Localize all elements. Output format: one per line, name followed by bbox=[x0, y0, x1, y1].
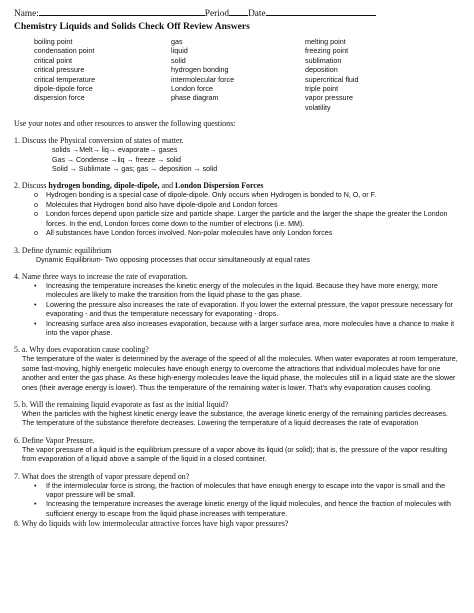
term: intermolecular force bbox=[171, 74, 235, 84]
term: gas bbox=[171, 37, 183, 46]
header-line bbox=[14, 6, 460, 20]
term: phase diagram bbox=[171, 93, 219, 103]
bullet-icon: • bbox=[34, 319, 37, 328]
term: dispersion force bbox=[34, 93, 85, 103]
list-item bbox=[14, 500, 460, 519]
list-item-text: London forces depend upon particle size and particle shape. Larger the particle and the larger the shape the greater the London forces. In the end, London forces come down to the number of electrons (i.e. MM). bbox=[46, 210, 448, 228]
vocabulary-terms bbox=[34, 37, 460, 112]
period-blank[interactable] bbox=[229, 6, 248, 16]
answer-line: solids →Melt→ liq→ evaporate→ gases bbox=[52, 146, 178, 155]
list-item-text: Increasing the temperature increases the average kinetic energy of the liquid molecules, and hence the fraction of molecules with sufficient energy to escape from the liquid phase increases with temperature. bbox=[46, 500, 451, 518]
answer-line: Solid → Sublimate → gas; gas → deposition → solid bbox=[52, 165, 218, 174]
answer-2-list bbox=[14, 191, 460, 238]
list-item bbox=[14, 301, 460, 320]
term: supercritical fluid bbox=[305, 74, 359, 84]
list-item-text: Hydrogen bonding is a special case of dipole-dipole. Only occurs when Hydrogen is bonded to N, O, or F. bbox=[46, 191, 377, 200]
term: sublimation bbox=[305, 55, 342, 65]
question-1: 1. Discuss the Physical conversion of states of matter. bbox=[14, 136, 184, 146]
terms-column-3 bbox=[305, 37, 359, 112]
date-label: Date bbox=[248, 9, 266, 19]
name-label: Name: bbox=[14, 9, 39, 19]
list-item-text: All substances have London forces involved. Non-polar molecules have only London forces bbox=[46, 229, 333, 238]
term: deposition bbox=[305, 65, 338, 75]
page-title: Chemistry Liquids and Solids Check Off Review Answers bbox=[14, 21, 250, 32]
term: volatility bbox=[305, 102, 331, 112]
question-5a: 5. a. Why does evaporation cause cooling? bbox=[14, 345, 149, 355]
question-7: 7. What does the strength of vapor pressure depend on? bbox=[14, 471, 190, 481]
circle-bullet-icon: o bbox=[34, 229, 38, 238]
term: critical pressure bbox=[34, 65, 85, 75]
answer-7-list bbox=[14, 482, 460, 520]
list-item bbox=[14, 210, 460, 229]
term: condensation point bbox=[34, 46, 95, 56]
list-item bbox=[14, 482, 460, 501]
answer-line: Gas → Condense →liq → freeze → solid bbox=[52, 155, 181, 164]
question-2-bold2: London Dispersion Forces bbox=[175, 181, 264, 191]
list-item-text: Lowering the pressure also increases the rate of evaporation. If you lower the external pressure, the vapor pressure necessary for evaporating - and thus the temperature necessary for evaporating - drops. bbox=[46, 300, 453, 319]
bullet-icon: • bbox=[34, 281, 37, 290]
list-item-text: Increasing surface area also increases evaporation, because with a larger surface area, more molecules have a chance to make it into the vapor phase. bbox=[46, 319, 455, 337]
list-item bbox=[14, 191, 460, 200]
terms-column-1 bbox=[34, 37, 171, 112]
term: solid bbox=[171, 55, 186, 65]
list-item bbox=[14, 201, 460, 210]
answer-6: The vapor pressure of a liquid is the equilibrium pressure of a vapor above its liquid (or solid); that is, the pressure of the vapor resulting from evaporation of a liquid above a sample of the liquid in a closed container. bbox=[22, 445, 448, 464]
term: hydrogen bonding bbox=[171, 65, 229, 75]
answer-5a: The temperature of the water is determined by the average of the speed of all the molecules. When water evaporates at room temperature, some fast-moving, highly energetic molecules have enough energy to overcome the attractions that individual molecules have for one another and enter the gas phase. As these high-energy molecules leave the liquid phase, the molecules still in a liquid state are the slower ones (their average energy is lower). Thus the temperature of the remaining water is lower. That's why evaporation causes cooling. bbox=[22, 355, 458, 392]
question-4: 4. Name three ways to increase the rate of evaporation. bbox=[14, 271, 188, 281]
term: London force bbox=[171, 84, 213, 94]
term: liquid bbox=[171, 46, 188, 56]
list-item bbox=[14, 282, 460, 301]
instructions: Use your notes and other resources to answer the following questions: bbox=[14, 119, 236, 129]
term: critical temperature bbox=[34, 74, 96, 84]
circle-bullet-icon: o bbox=[34, 210, 38, 219]
term: vapor pressure bbox=[305, 93, 353, 103]
bullet-icon: • bbox=[34, 500, 37, 509]
term: freezing point bbox=[305, 46, 349, 56]
circle-bullet-icon: o bbox=[34, 191, 38, 200]
answer-5b: When the particles with the highest kinetic energy leave the substance, the average kinetic energy of the remaining particles decreases. The temperature of the substance therefore decreases. Lowering the temperature of a liquid decreases the rate of evaporation bbox=[22, 409, 448, 428]
question-2-bold: hydrogen bonding, dipole-dipole, bbox=[48, 181, 160, 191]
period-label: Period bbox=[204, 9, 230, 19]
list-item-text: If the intermolecular force is strong, the fraction of molecules that have enough energy to escape into the vapor is small and the vapor pressure will be small. bbox=[46, 481, 446, 499]
answer-1 bbox=[14, 146, 460, 174]
term: boiling point bbox=[34, 37, 73, 46]
bullet-icon: • bbox=[34, 481, 37, 490]
term: triple point bbox=[305, 84, 339, 94]
date-blank[interactable] bbox=[266, 6, 376, 16]
answer-4-list bbox=[14, 282, 460, 338]
terms-column-2 bbox=[171, 37, 305, 112]
list-item-text: Increasing the temperature increases the kinetic energy of the molecules in the liquid. Because they have more energy, more molecules are likely to make the transition from the liquid phase to the gas phase. bbox=[46, 281, 438, 300]
circle-bullet-icon: o bbox=[34, 200, 38, 209]
question-5b: 5. b. Will the remaining liquid evaporate as fast as the initial liquid? bbox=[14, 399, 229, 409]
question-8: 8. Why do liquids with low intermolecular attractive forces have high vapor pressures? bbox=[14, 519, 289, 529]
bullet-icon: • bbox=[34, 300, 37, 309]
question-2 bbox=[14, 181, 460, 191]
answer-3: Dynamic Equilibrium- Two opposing processes that occur simultaneously at equal rates bbox=[36, 255, 310, 264]
question-6: 6. Define Vapor Pressure. bbox=[14, 435, 95, 445]
term: dipole-dipole force bbox=[34, 84, 93, 94]
question-2-mid: and bbox=[159, 181, 176, 191]
term: critical point bbox=[34, 55, 72, 65]
list-item bbox=[14, 229, 460, 238]
list-item-text: Molecules that Hydrogen bond also have dipole-dipole and London forces bbox=[46, 200, 278, 209]
question-2-prefix: 2. Discuss bbox=[14, 181, 49, 191]
name-blank[interactable] bbox=[39, 6, 205, 16]
list-item bbox=[14, 320, 460, 339]
term: melting point bbox=[305, 37, 346, 46]
question-3: 3. Define dynamic equilibrium bbox=[14, 245, 112, 255]
